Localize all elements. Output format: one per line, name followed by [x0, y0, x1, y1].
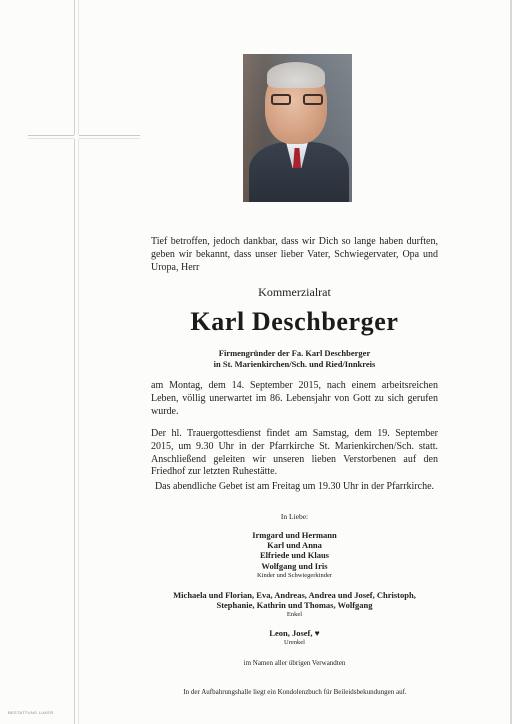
relatives-line: im Namen aller übrigen Verwandten	[243, 659, 346, 667]
children-label: Kinder und Schwiegerkinder	[256, 571, 333, 579]
grandchildren-label: Enkel	[286, 611, 303, 619]
intro-paragraph: Tief betroffen, jedoch dankbar, dass wir Dich so lange haben durften, geben wir bekannt, dass unser lieber Vater, Schwiegervater, Opa und Uropa, Herr	[151, 236, 438, 273]
child-couple: Wolfgang und Iris	[261, 560, 328, 571]
honorary-title: Kommerzialrat	[258, 285, 331, 299]
in-love-label: In Liebe:	[280, 512, 309, 521]
condolence-note: In der Aufbahrungshalle liegt ein Kondolenzbuch für Beileidsbekundungen auf.	[183, 688, 407, 696]
child-couple: Elfriede und Klaus	[260, 550, 329, 561]
portrait-glasses	[271, 94, 323, 106]
child-couple: Irmgard und Hermann	[252, 530, 337, 540]
grandchildren-block	[151, 590, 438, 619]
great-grandchildren-names: Leon, Josef, ♥	[269, 628, 320, 638]
great-grandchildren-block	[151, 628, 438, 647]
children-block	[151, 530, 438, 580]
funeral-home-mark: BESTATTUNG LUKER	[8, 710, 54, 715]
grandchildren-line: Michaela und Florian, Eva, Andreas, Andrea und Josef, Christoph,	[173, 590, 416, 600]
death-paragraph: am Montag, dem 14. September 2015, nach einem arbeitsreichen Leben, völlig unerwartet im 86. Lebensjahr von Gott zu sich gerufen wurde.	[151, 380, 438, 417]
cross-intersection	[74, 135, 79, 139]
grandchildren-line: Stephanie, Kathrin und Thomas, Wolfgang	[216, 600, 373, 611]
firm-line-1: Firmengründer der Fa. Karl Deschberger	[218, 348, 371, 358]
firm-description	[151, 348, 438, 369]
cross-horizontal-beam	[28, 135, 140, 139]
cross-vertical-beam	[74, 0, 79, 724]
deceased-name: Karl Deschberger	[190, 307, 399, 336]
service-paragraph: Der hl. Trauergottesdienst findet am Samstag, dem 19. September 2015, um 9.30 Uhr in der Pfarrkirche St. Marienkirchen/Sch. statt. Anschließend geleiten wir unseren lieben Verstorbenen auf den Friedhof zur letzten Ruhestätte.	[151, 428, 438, 478]
portrait-photo	[243, 54, 352, 202]
firm-line-2: in St. Marienkirchen/Sch. und Ried/Innkreis	[213, 358, 376, 369]
child-couple: Karl und Anna	[267, 540, 322, 551]
prayer-paragraph: Das abendliche Gebet ist am Freitag um 19.30 Uhr in der Pfarrkirche.	[154, 481, 435, 492]
great-grandchildren-label: Urenkel	[284, 639, 305, 647]
portrait-hair	[267, 62, 325, 88]
